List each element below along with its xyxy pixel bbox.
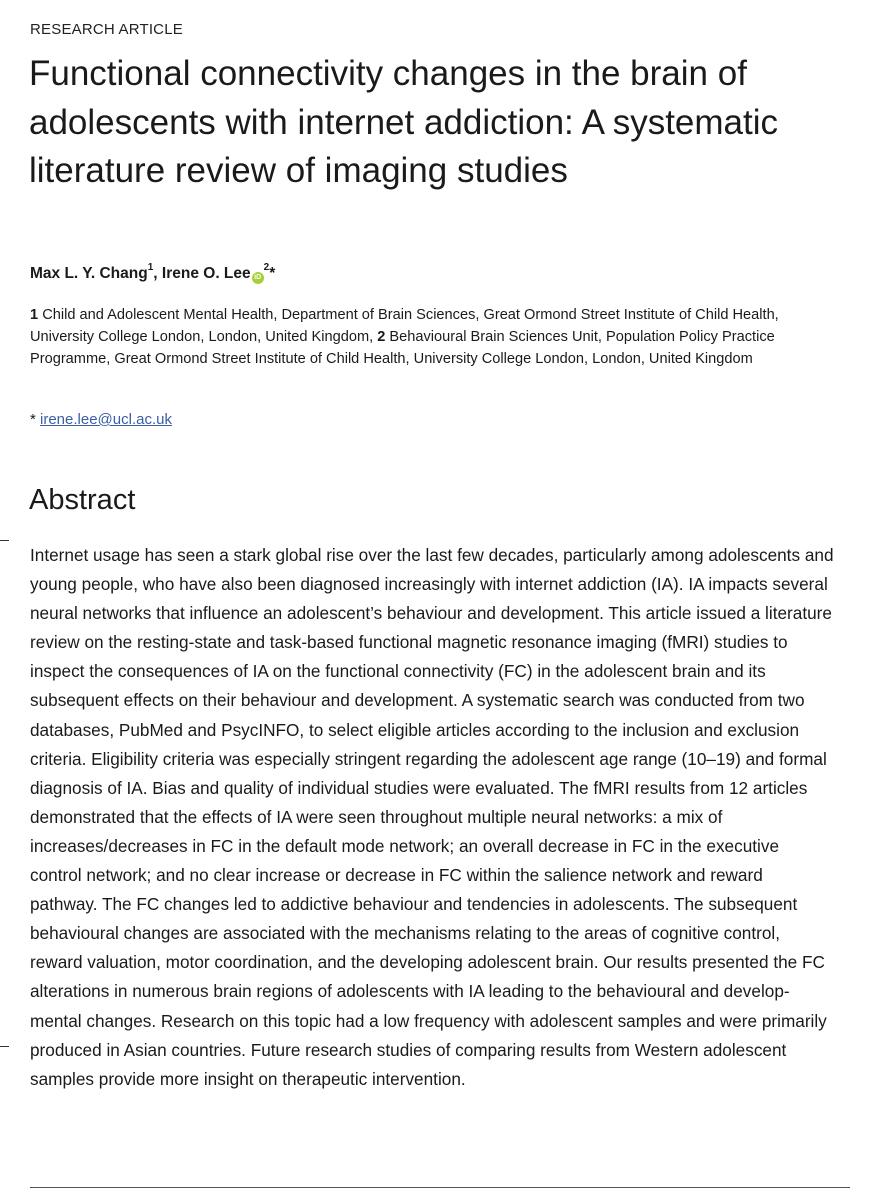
affiliation-number: 1: [30, 307, 39, 323]
affiliation-text: Child and Adolescent Mental Health, Department of Brain Sciences, Great Ormond Street Institute of Child Health, University College London, London, United Kingdom,: [30, 307, 779, 345]
affiliation-marker: 1: [147, 262, 154, 273]
author-name[interactable]: Max L. Y. Chang: [30, 265, 148, 282]
affiliation-number: 2: [377, 328, 386, 345]
abstract-heading: Abstract: [29, 484, 136, 516]
abstract-body: Internet usage has seen a stark global rise over the last few decades, particularly among adolescents and young people, who have also been diagnosed increasingly with internet addiction (IA). IA impacts several neural networks that influence an adolescent’s behaviour and development. This article issued a literature review on the resting-state and task-based functional magnetic resonance imaging (fMRI) studies to inspect the consequences of IA on the functional connectivity (FC) in the adolescent brain and its subsequent effects on their behaviour and development. A systematic search was conducted from two databases, PubMed and PsycINFO, to select eligible articles according to the inclusion and exclusion criteria. Eligibility criteria was especially stringent regarding the adolescent age range (10–19) and formal diagnosis of IA. Bias and quality of individual studies were evaluated. The fMRI results from 12 articles demonstrated that the effects of IA were seen throughout multiple neural networks: a mix of increases/decreases in FC in the default mode network; an overall decrease in FC in the executive control network; and no clear increase or decrease in FC within the salience network and reward pathway. The FC changes led to addictive behaviour and tendencies in adolescents. The subsequent behavioural changes are associated with the mechanisms relating to the areas of cognitive control, reward valuation, motor coordination, and the developing adolescent brain. Our results presented the FC alterations in numerous brain regions of adolescents with IA leading to the behavioural and developmental changes. Research on this topic had a low frequency with adolescent samples and were primarily produced in Asian countries. Future research studies of comparing results from Western adolescent samples provide more insight on therapeutic intervention.: [30, 545, 834, 1089]
affiliation-marker: 2: [263, 262, 270, 273]
article-title: Functional connectivity changes in the brain of adolescents with internet addiction: A systematic literature review of imaging studies: [29, 54, 779, 190]
corresponding-author-mark: *: [269, 265, 276, 282]
affiliation-text: Behavioural Brain Sciences Unit, Population Policy Practice Programme, Great Ormond Street Institute of Child Health, University College London, London, United Kingdom: [30, 328, 775, 367]
affiliations: [30, 305, 830, 370]
author-list: [30, 262, 276, 284]
margin-line-marker: [0, 1046, 9, 1047]
divider: [30, 1187, 850, 1188]
correspondence: [30, 411, 172, 428]
article-type-label: RESEARCH ARTICLE: [30, 21, 183, 38]
correspondence-mark: *: [30, 411, 36, 428]
author-separator: ,: [153, 265, 162, 282]
orcid-icon[interactable]: iD: [252, 272, 264, 284]
author-name[interactable]: Irene O. Lee: [161, 265, 251, 282]
margin-line-marker: [0, 540, 9, 541]
email-link[interactable]: irene.lee@ucl.ac.uk: [40, 411, 172, 428]
